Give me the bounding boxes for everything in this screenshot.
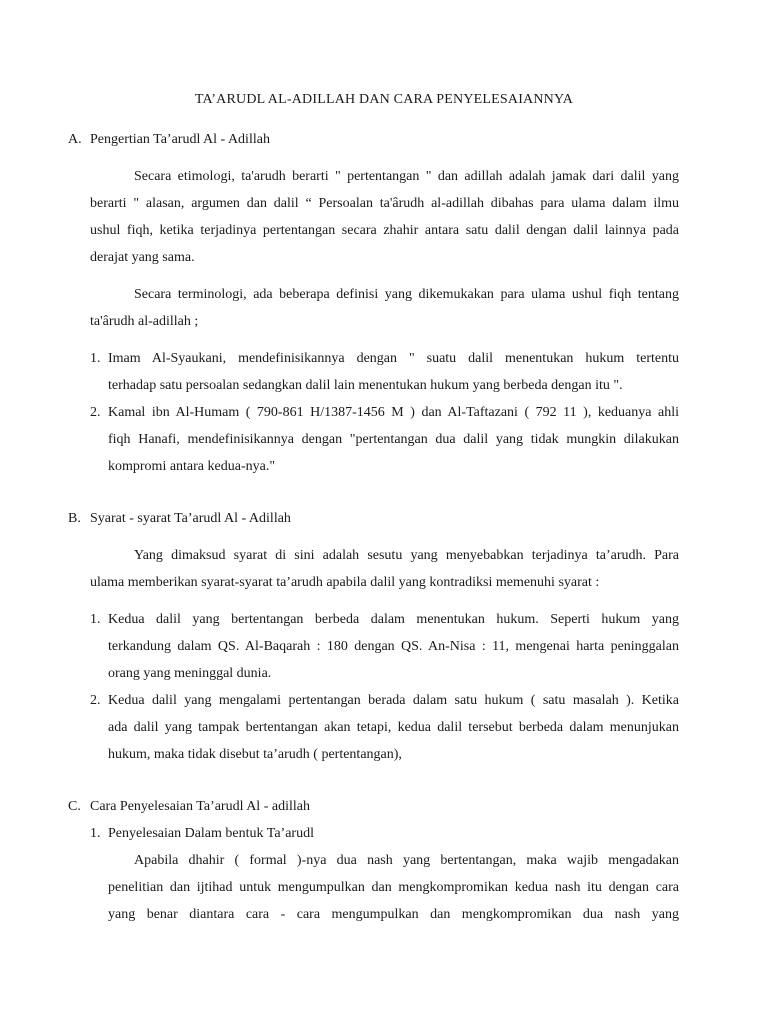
section-a-para1-line: Secara etimologi, ta'arudh berarti " pertentangan " dan adillah adalah jamak dari dalil yang	[134, 169, 679, 184]
list-item-line: fiqh Hanafi, mendefinisikannya dengan "pertentangan dua dalil yang tidak mungkin dilakukan	[108, 432, 679, 447]
section-c-para-line: yang benar diantara cara - cara mengumpulkan dan mengkompromikan dua nash yang	[108, 907, 679, 922]
section-a-para2-line: ta'ârudh al-adillah ;	[90, 314, 199, 329]
section-b-para-line: ulama memberikan syarat-syarat ta’arudh apabila dalil yang kontradiksi memenuhi syarat :	[90, 575, 600, 590]
section-a-para2-line: Secara terminologi, ada beberapa definisi yang dikemukakan para ulama ushul fiqh tentang	[134, 287, 679, 302]
section-a-para1-line: berarti " alasan, argumen dan dalil “ Persoalan ta'ârudh al-adillah dibahas para ulama dalam ilmu	[90, 196, 679, 211]
section-a-letter: A.	[68, 132, 82, 147]
section-c-heading: Cara Penyelesaian Ta’arudl Al - adillah	[90, 799, 310, 814]
section-b-para-line: Yang dimaksud syarat di sini adalah sesutu yang menyebabkan terjadinya ta’arudh. Para	[134, 548, 679, 563]
list-item-line: kompromi antara kedua-nya."	[108, 459, 276, 474]
list-item-line: ada dalil yang tampak bertentangan akan tetapi, kedua dalil tersebut berbeda dalam menunjukan	[108, 720, 679, 735]
subsection-number: 1.	[90, 826, 101, 841]
list-item-number: 1.	[90, 351, 101, 366]
section-c-para-line: Apabila dhahir ( formal )-nya dua nash yang bertentangan, maka wajib mengadakan	[134, 853, 679, 868]
list-item-line: terhadap satu persoalan sedangkan dalil lain menentukan hukum yang berbeda dengan itu ".	[108, 378, 623, 393]
section-b-heading: Syarat - syarat Ta’arudl Al - Adillah	[90, 511, 291, 526]
section-c-para-line: penelitian dan ijtihad untuk mengumpulkan dan mengkompromikan kedua nash itu dengan cara	[108, 880, 679, 895]
section-a-heading: Pengertian Ta’arudl Al - Adillah	[90, 132, 270, 147]
list-item-line: hukum, maka tidak disebut ta’arudh ( pertentangan),	[108, 747, 402, 762]
section-b-letter: B.	[68, 511, 81, 526]
subsection-heading: Penyelesaian Dalam bentuk Ta’arudl	[108, 826, 314, 841]
list-item-line: orang yang meninggal dunia.	[108, 666, 272, 681]
list-item-number: 1.	[90, 612, 101, 627]
section-a-para1-line: ushul fiqh, ketika terjadinya pertentangan secara zhahir antara satu dalil dengan dalil lainnya pada	[90, 223, 679, 238]
list-item-line: Kedua dalil yang bertentangan berbeda dalam menentukan hukum. Seperti hukum yang	[108, 612, 679, 627]
section-c-letter: C.	[68, 799, 81, 814]
list-item-line: Kamal ibn Al-Humam ( 790-861 H/1387-1456 M ) dan Al-Taftazani ( 792 11 ), keduanya ahli	[108, 405, 679, 420]
list-item-line: terkandung dalam QS. Al-Baqarah : 180 dengan QS. An-Nisa : 11, mengenai harta peninggalan	[108, 639, 679, 654]
section-a-para1-line: derajat yang sama.	[90, 250, 195, 265]
page-title: TA’ARUDL AL-ADILLAH DAN CARA PENYELESAIANNYA	[194, 92, 574, 107]
list-item-number: 2.	[90, 693, 101, 708]
list-item-number: 2.	[90, 405, 101, 420]
list-item-line: Kedua dalil yang mengalami pertentangan berada dalam satu hukum ( satu masalah ). Ketika	[108, 693, 679, 708]
list-item-line: Imam Al-Syaukani, mendefinisikannya dengan " suatu dalil menentukan hukum tertentu	[108, 351, 679, 366]
